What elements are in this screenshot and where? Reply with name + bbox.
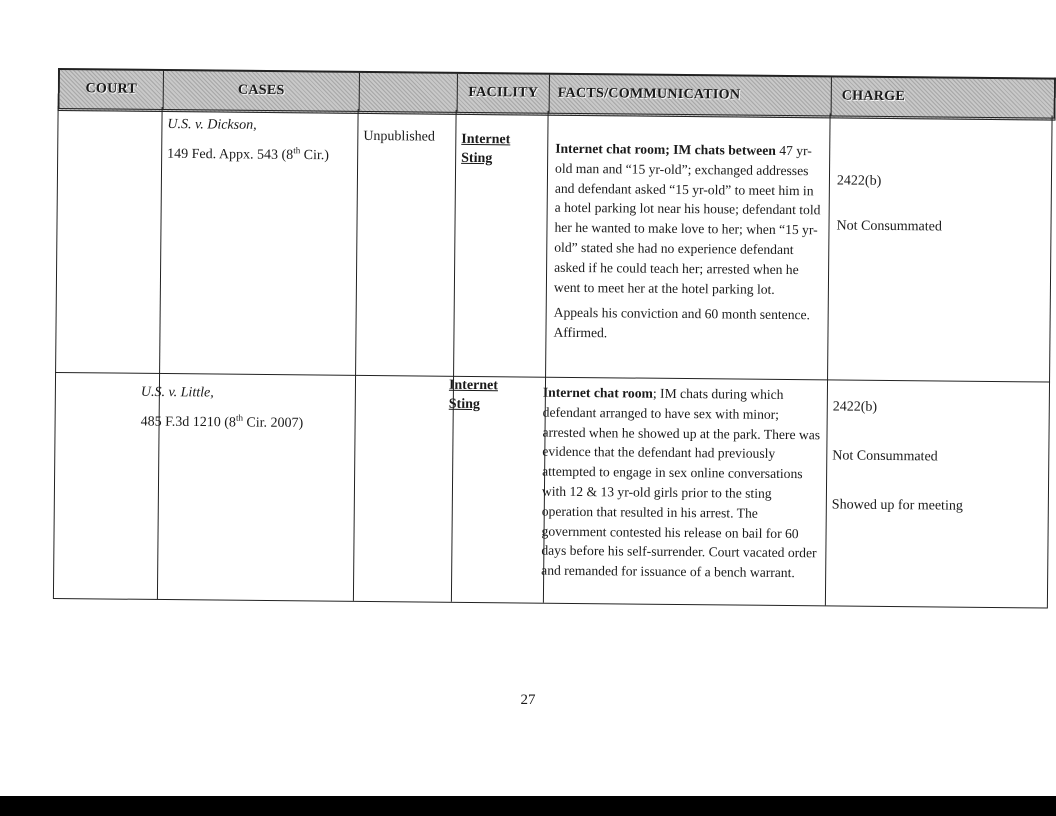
header-facts: FACTS/COMMUNICATION — [550, 75, 832, 116]
table-border-right — [1047, 116, 1053, 608]
column-divider — [825, 113, 831, 605]
table-row-2-facts — [541, 383, 821, 584]
facts-lead: Internet chat room — [542, 384, 653, 401]
citation-text: 485 F.3d 1210 (8 — [140, 414, 237, 431]
facts-lead: Internet chat room; IM chats between — [555, 140, 776, 158]
case-table — [53, 68, 1054, 608]
header-charge: CHARGE — [841, 88, 906, 105]
table-row-1-facts — [553, 139, 823, 346]
charge-status: Not Consummated — [832, 448, 938, 465]
table-row-2-status — [361, 391, 451, 392]
citation-text: Cir.) — [300, 147, 330, 164]
case-name: U.S. v. Dickson, — [167, 117, 257, 133]
table-header — [58, 68, 1056, 121]
case-name: U.S. v. Little, — [140, 384, 214, 401]
header-court: COURT — [60, 70, 164, 109]
facts-outcome: Appeals his conviction and 60 month sentence. Affirmed. — [553, 305, 811, 341]
case-citation — [141, 408, 351, 434]
facts-body: ; IM chats during which defendant arranged to have sex with minor; arrested when he showed up at the park. There was evidence that the defendant had previously attempted to engage in sex online conversations with 12 & 13 yr-old girls prior to the sting operation that resulted in his arrest. The government contested his release on bail for 60 days before his self-surrender. Court vacated order and remanded for issuance of a bench warrant. — [541, 385, 821, 581]
charge-note: Showed up for meeting — [831, 497, 963, 514]
header-facility: FACILITY — [458, 74, 550, 113]
charge-statute: 2422(b) — [836, 173, 882, 189]
table-row-1-case — [167, 115, 353, 165]
table-row-2-case — [141, 383, 351, 434]
citation-text: 149 Fed. Appx. 543 (8 — [167, 146, 294, 163]
charge-statute: 2422(b) — [832, 399, 878, 415]
facts-paragraph — [541, 383, 821, 584]
table-row-1-charge — [836, 171, 1047, 237]
table-row-2-charge — [832, 397, 1045, 516]
table-border-bottom — [53, 598, 1048, 609]
facts-body: 47 yr-old man and “15 yr-old”; exchanged addresses and defendant asked “15 yr-old” to meet him in a hotel parking lot near his house; defendant told her he wanted to make love to her; when “15 yr-old” stated she had no experience defendant asked if he could teach her; arrested when he went to meet her at the hotel parking lot. — [553, 142, 821, 297]
table-row-1-facility: Internet Sting — [461, 131, 511, 167]
column-divider — [451, 110, 457, 602]
table-row-2-facility: Internet Sting — [448, 377, 499, 413]
facts-paragraph — [554, 139, 824, 300]
citation-superscript: th — [235, 412, 244, 423]
citation-text: Cir. 2007) — [242, 415, 304, 432]
column-divider — [157, 107, 163, 599]
header-blank — [360, 73, 458, 112]
row-divider — [55, 372, 1050, 383]
table-row-1-status: Unpublished — [363, 128, 435, 145]
charge-status: Not Consummated — [836, 218, 942, 235]
citation-superscript: th — [293, 145, 301, 156]
header-cases: CASES — [164, 71, 360, 111]
case-citation — [167, 140, 353, 165]
table-border-left — [53, 106, 59, 598]
column-divider — [353, 109, 359, 601]
scan-edge-band — [0, 796, 1056, 816]
page-number: 27 — [520, 692, 536, 708]
